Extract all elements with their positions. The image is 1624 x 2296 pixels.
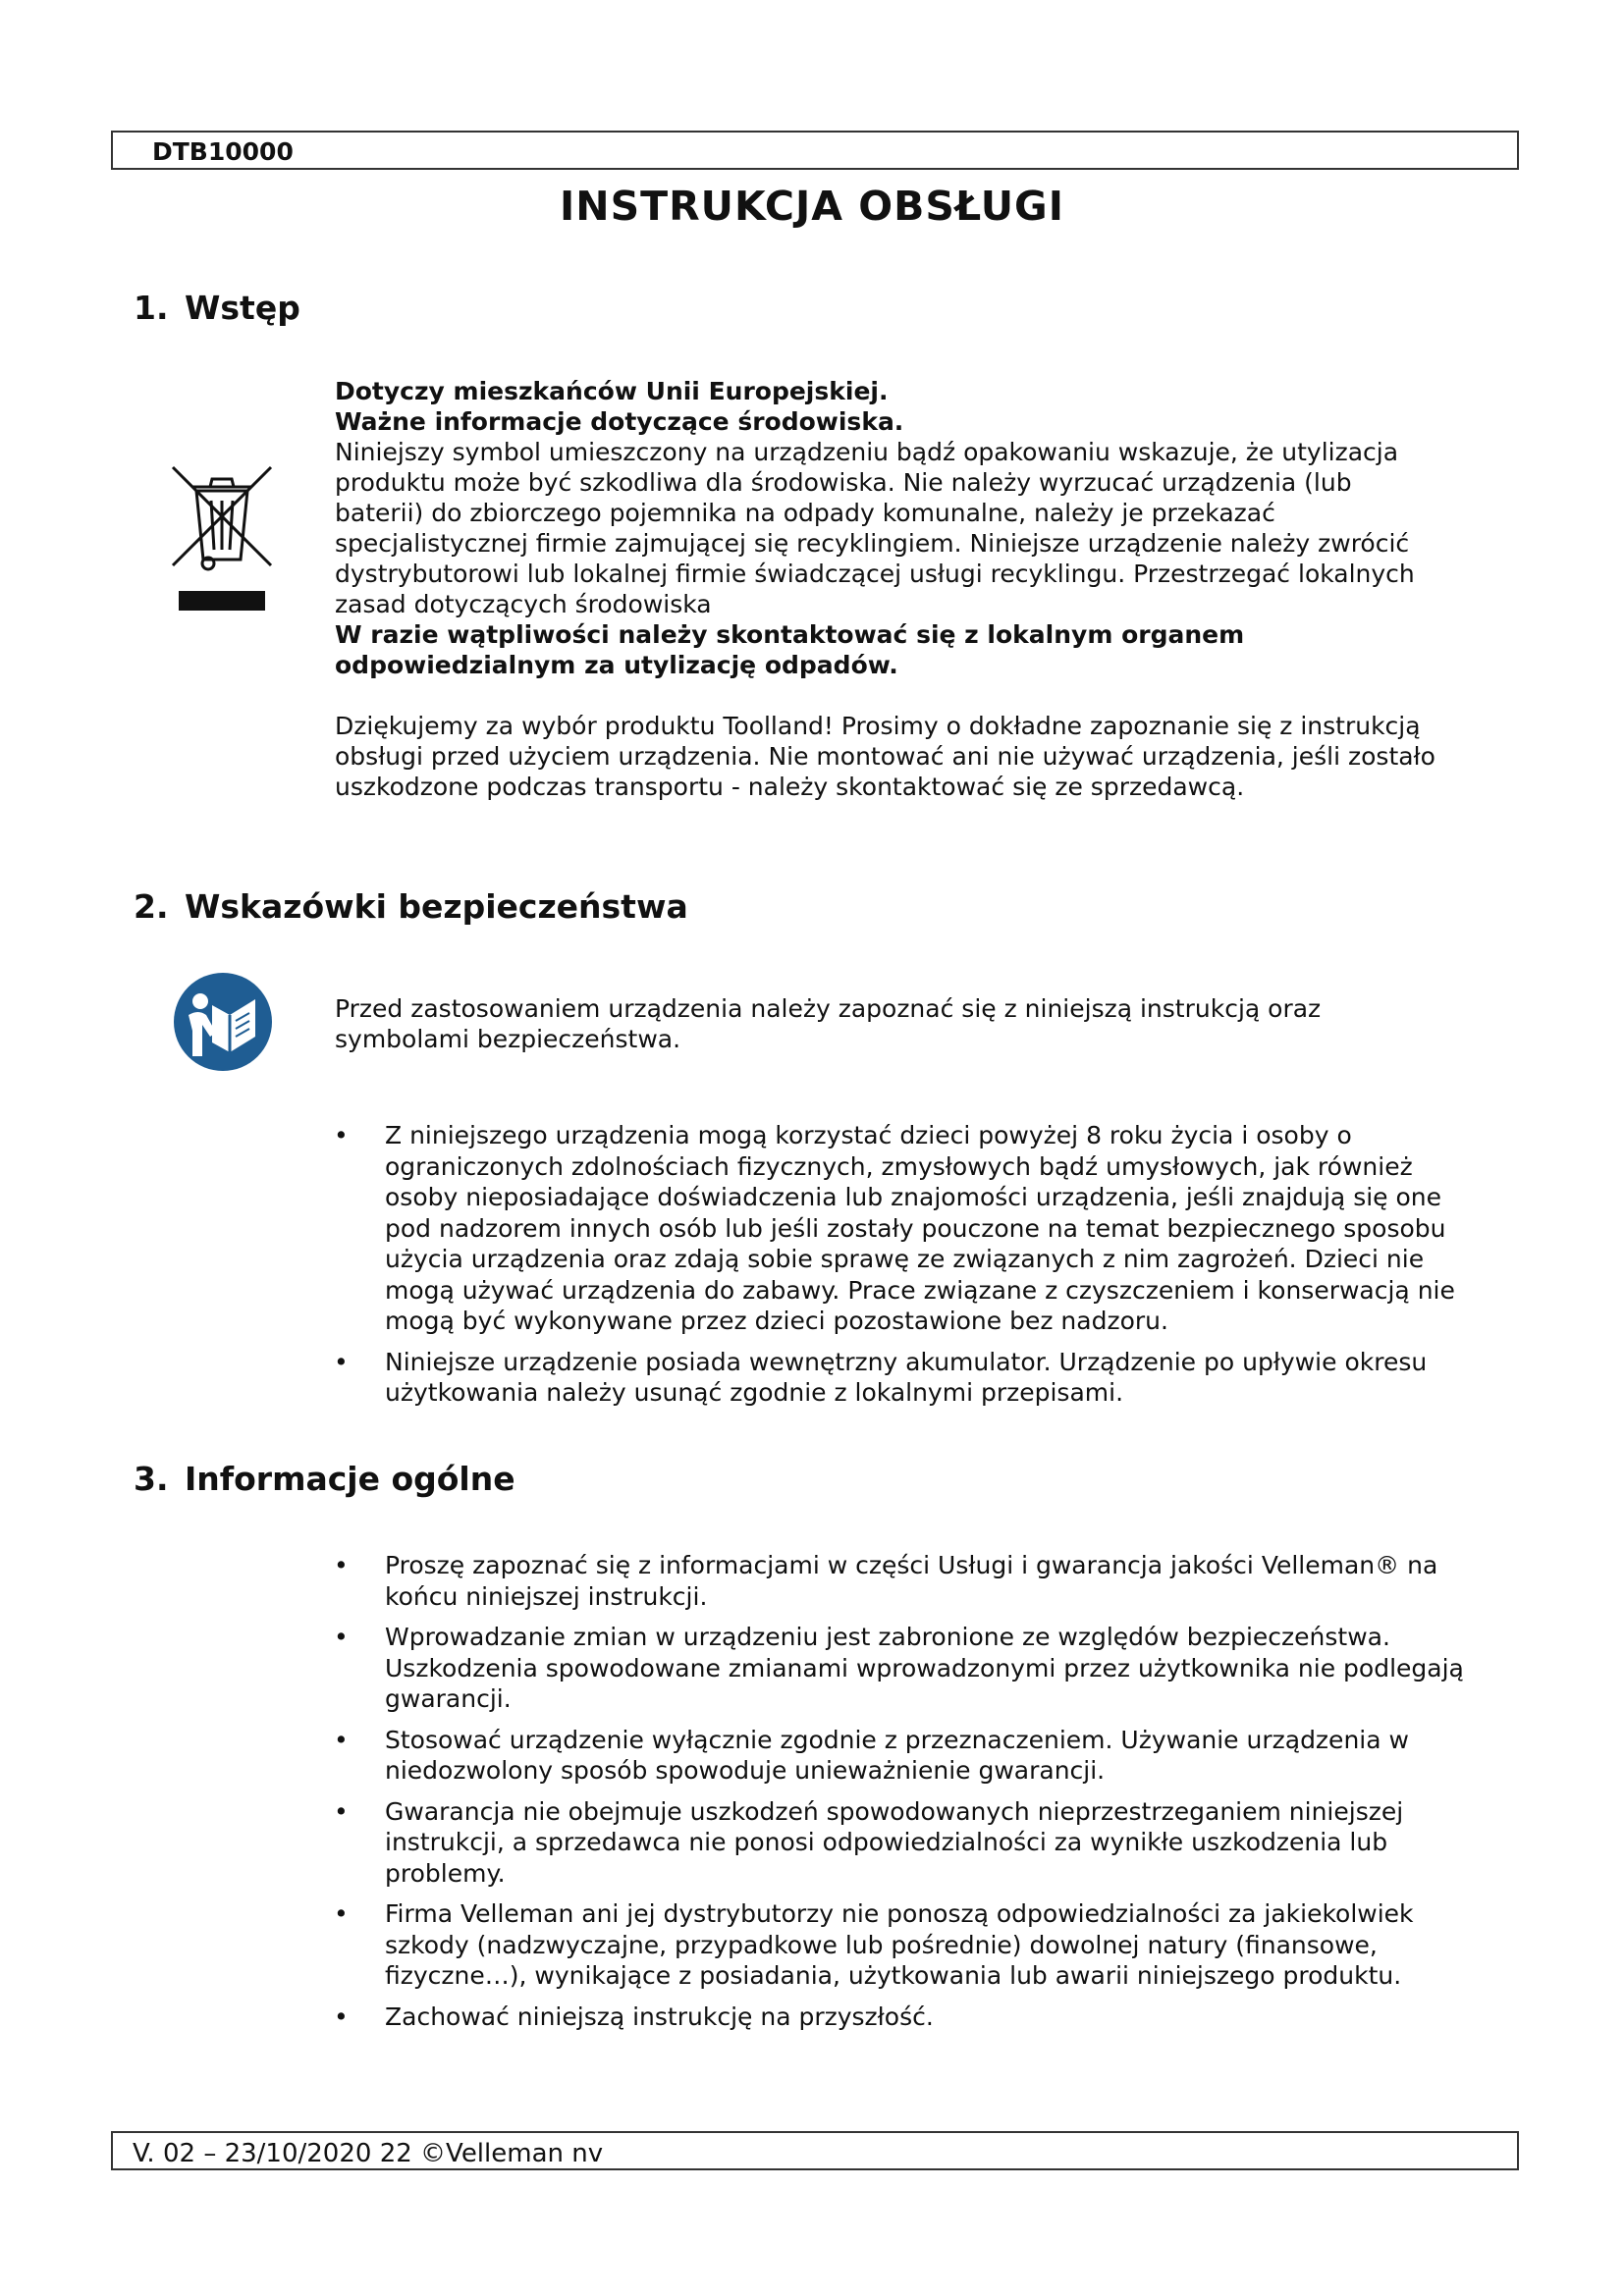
section-heading-safety [134,887,688,926]
list-item: • Zachować niniejszą instrukcję na przyszłość. [334,2002,1483,2033]
intro-block [335,376,1484,802]
section-heading-intro [134,289,300,327]
document-title: INSTRUKCJA OBSŁUGI [560,183,1064,230]
safety-list [334,1120,1483,1409]
read-manual-icon [173,972,273,1072]
crossed-out-bin-icon [167,461,277,611]
list-item: • Z niniejszego urządzenia mogą korzystać dzieci powyżej 8 roku życia i osoby o ograniczonych zdolnościach fizycznych, zmysłowych bądź umysłowych, jak również osoby nieposiadające doświadczenia lub znajomości urządzenia, jeśli znajdują się one pod nadzorem innych osób lub jeśli zostały pouczone na temat bezpiecznego sposobu użycia urządzenia oraz zdają sobie sprawę ze związanych z nim zagrożeń. Dzieci nie mogą używać urządzenia do zabawy. Prace związane z czyszczeniem i konserwacją nie mogą być wykonywane przez dzieci pozostawione bez nadzoru. [334,1120,1483,1337]
list-item: • Niniejsze urządzenie posiada wewnętrzny akumulator. Urządzenie po upływie okresu użytkowania należy usunąć zgodnie z lokalnymi przepisami. [334,1347,1483,1409]
product-code: DTB10000 [152,137,294,166]
footer-box [111,2131,1519,2170]
section-title: Wskazówki bezpieczeństwa [185,887,688,926]
eu-warning: W razie wątpliwości należy skontaktować się z lokalnym organem odpowiedzialnym za utylizację odpadów. [335,620,1245,679]
eu-heading-1: Dotyczy mieszkańców Unii Europejskiej. [335,377,889,405]
header-box [111,131,1519,170]
eu-body: Niniejszy symbol umieszczony na urządzeniu bądź opakowaniu wskazuje, że utylizacja produktu może być szkodliwa dla środowiska. Nie należy wyrzucać urządzenia (lub baterii) do zbiorczego pojemnika na odpady komunalne, należy je przekazać specjalistycznej firmie zajmującej się recyklingiem. Niniejsze urządzenie należy zwrócić dystrybutorowi lub lokalnej firmie świadczącej usługi recyklingu. Przestrzegać lokalnych zasad dotyczących środowiska [335,438,1415,618]
list-item: • Gwarancja nie obejmuje uszkodzeń spowodowanych nieprzestrzeganiem niniejszej instrukcji, a sprzedawca nie ponosi odpowiedzialności za wynikłe uszkodzenia lub problemy. [334,1796,1483,1890]
section-number: 2. [134,887,169,926]
eu-heading-2: Ważne informacje dotyczące środowiska. [335,407,904,436]
thanks-paragraph: Dziękujemy za wybór produktu Toolland! Prosimy o dokładne zapoznanie się z instrukcją obsługi przed użyciem urządzenia. Nie montować ani nie używać urządzenia, jeśli zostało uszkodzone podczas transportu - należy skontaktować się ze sprzedawcą. [335,712,1435,801]
section-heading-general [134,1460,515,1498]
section-title: Wstęp [185,289,300,327]
section-number: 1. [134,289,169,327]
list-item: • Firma Velleman ani jej dystrybutorzy nie ponoszą odpowiedzialności za jakiekolwiek szkody (nadzwyczajne, przypadkowe lub pośrednie) dowolnej natury (finansowe, fizyczne…), wynikające z posiadania, użytkowania lub awarii niniejszego produktu. [334,1898,1483,1992]
list-item: • Proszę zapoznać się z informacjami w części Usługi i gwarancja jakości Velleman® na końcu niniejszej instrukcji. [334,1550,1483,1612]
version-info: V. 02 – 23/10/2020 22 ©Velleman nv [133,2139,604,2168]
section-number: 3. [134,1460,169,1498]
general-list [334,1550,1483,2032]
read-manual-text: Przed zastosowaniem urządzenia należy zapoznać się z niniejszą instrukcją oraz symbolami bezpieczeństwa. [335,994,1322,1053]
list-item: • Stosować urządzenie wyłącznie zgodnie z przeznaczeniem. Używanie urządzenia w niedozwolony sposób spowoduje unieważnienie gwarancji. [334,1725,1483,1787]
list-item: • Wprowadzanie zmian w urządzeniu jest zabronione ze względów bezpieczeństwa. Uszkodzenia spowodowane zmianami wprowadzonymi przez użytkownika nie podlegają gwarancji. [334,1622,1483,1715]
section-title: Informacje ogólne [185,1460,515,1498]
